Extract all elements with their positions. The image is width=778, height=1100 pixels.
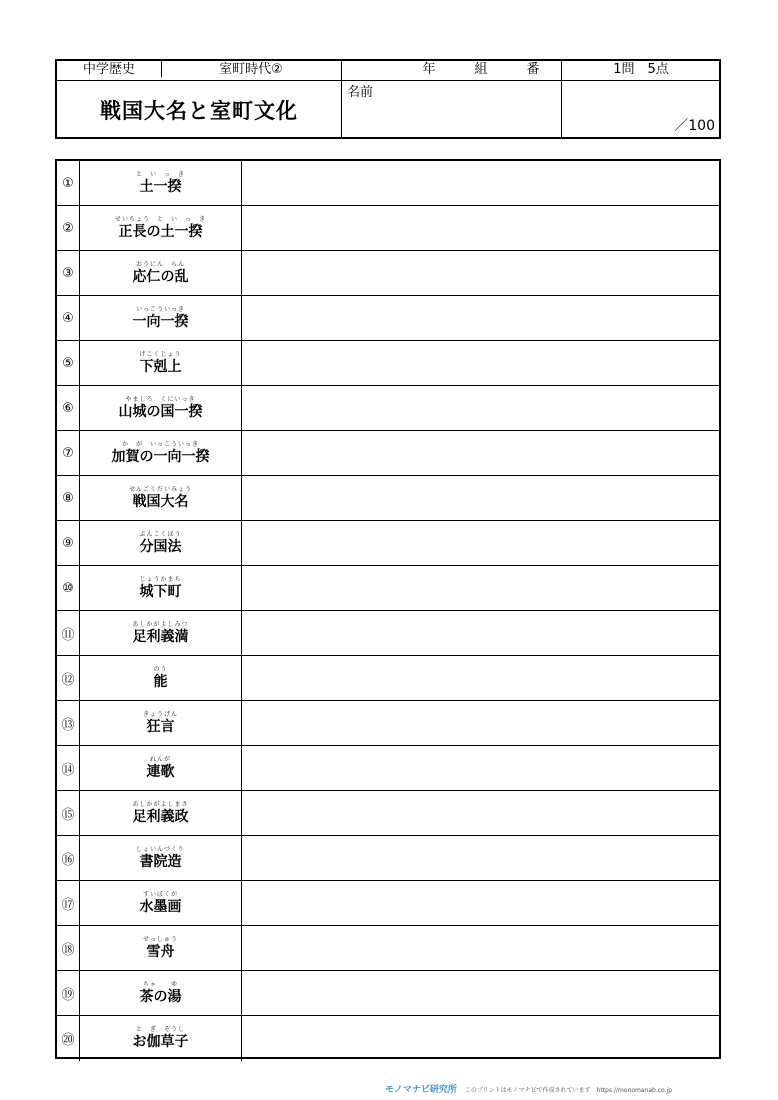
- footer-logo: モノマナビ研究所: [385, 1085, 457, 1095]
- term-text: 足利義政: [132, 808, 189, 825]
- answer-field[interactable]: [242, 206, 719, 250]
- question-number: ⑪: [57, 611, 80, 655]
- footer-text: このプリントはモノマナビで作成されています https://monomanab.co.jp: [464, 1087, 673, 1094]
- answer-field[interactable]: [242, 746, 719, 790]
- term-cell: [80, 476, 242, 520]
- table-row: [57, 476, 719, 521]
- term-cell: [80, 701, 242, 745]
- question-number: ⑳: [57, 1016, 80, 1061]
- question-number: ⑯: [57, 836, 80, 880]
- term-ruby: げこくじょう: [139, 350, 182, 358]
- question-number: ①: [57, 161, 80, 205]
- term-ruby: せんごくだいみょう: [128, 485, 192, 493]
- term-cell: [80, 521, 242, 565]
- answer-field[interactable]: [242, 836, 719, 880]
- term-text: 加賀の一向一揆: [111, 448, 210, 465]
- term-cell: [80, 971, 242, 1015]
- term-cell: [80, 431, 242, 475]
- question-number: ⑥: [57, 386, 80, 430]
- header-col-divider: [161, 61, 162, 77]
- term-ruby: ちゃ ゆ: [142, 980, 178, 988]
- term-text: 茶の湯: [139, 988, 182, 1005]
- unit-label: 室町時代②: [219, 62, 283, 77]
- term-text: 書院造: [139, 853, 182, 870]
- answer-field[interactable]: [242, 251, 719, 295]
- answer-field[interactable]: [242, 431, 719, 475]
- answer-field[interactable]: [242, 296, 719, 340]
- table-row: [57, 521, 719, 566]
- term-cell: [80, 836, 242, 880]
- term-cell: [80, 1016, 242, 1061]
- header-box: [55, 59, 721, 139]
- score-total: ／100: [674, 118, 715, 134]
- term-text: 戦国大名: [132, 493, 189, 510]
- question-number: ⑱: [57, 926, 80, 970]
- question-number: ⑨: [57, 521, 80, 565]
- term-text: 応仁の乱: [132, 268, 189, 285]
- term-ruby: か が いっこういっき: [121, 440, 199, 448]
- question-number: ⑭: [57, 746, 80, 790]
- table-row: [57, 206, 719, 251]
- answer-field[interactable]: [242, 161, 719, 205]
- term-ruby: いっこういっき: [135, 305, 185, 313]
- term-ruby: せっしゅう: [143, 935, 178, 943]
- table-row: [57, 926, 719, 971]
- table-row: [57, 701, 719, 746]
- answer-field[interactable]: [242, 341, 719, 385]
- question-number: ⑫: [57, 656, 80, 700]
- question-number: ⑦: [57, 431, 80, 475]
- class-info-label: 年 組 番: [422, 62, 540, 77]
- term-text: 狂言: [146, 718, 175, 735]
- term-cell: [80, 296, 242, 340]
- table-row: [57, 566, 719, 611]
- answer-field[interactable]: [242, 521, 719, 565]
- term-cell: [80, 161, 242, 205]
- term-text: 下剋上: [139, 358, 182, 375]
- term-text: 城下町: [139, 583, 182, 600]
- term-text: 雪舟: [146, 943, 175, 960]
- question-table: [55, 159, 721, 1059]
- term-ruby: と い っ き: [135, 170, 185, 178]
- answer-field[interactable]: [242, 1016, 719, 1061]
- term-text: 能: [153, 673, 168, 690]
- term-cell: [80, 611, 242, 655]
- answer-field[interactable]: [242, 971, 719, 1015]
- subject-label: 中学歴史: [82, 62, 135, 77]
- term-ruby: のう: [153, 665, 168, 673]
- question-number: ⑰: [57, 881, 80, 925]
- answer-field[interactable]: [242, 611, 719, 655]
- term-cell: [80, 926, 242, 970]
- header-col-divider: [561, 61, 562, 137]
- term-cell: [80, 251, 242, 295]
- term-ruby: と ぎ ぞうし: [135, 1026, 185, 1033]
- answer-field[interactable]: [242, 881, 719, 925]
- answer-field[interactable]: [242, 566, 719, 610]
- term-ruby: れんが: [149, 755, 171, 763]
- table-row: [57, 341, 719, 386]
- term-cell: [80, 386, 242, 430]
- table-row: [57, 656, 719, 701]
- table-row: [57, 836, 719, 881]
- term-ruby: せいちょう と い っ き: [114, 215, 206, 223]
- term-cell: [80, 791, 242, 835]
- term-cell: [80, 341, 242, 385]
- term-ruby: あしかがよしみつ: [132, 620, 189, 628]
- term-text: 連歌: [146, 763, 175, 780]
- term-text: 分国法: [139, 538, 182, 555]
- term-cell: [80, 566, 242, 610]
- term-text: 一向一揆: [132, 313, 189, 330]
- question-number: ④: [57, 296, 80, 340]
- answer-field[interactable]: [242, 701, 719, 745]
- question-number: ⑤: [57, 341, 80, 385]
- table-row: [57, 611, 719, 656]
- term-text: 水墨画: [139, 898, 182, 915]
- question-number: ⑧: [57, 476, 80, 520]
- table-row: [57, 791, 719, 836]
- term-text: お伽草子: [132, 1034, 189, 1050]
- term-text: 正長の土一揆: [118, 223, 203, 240]
- table-row: [57, 971, 719, 1016]
- answer-field[interactable]: [242, 476, 719, 520]
- term-ruby: きょうげん: [142, 710, 178, 718]
- question-number: ⑲: [57, 971, 80, 1015]
- table-row: [57, 1016, 719, 1061]
- name-label: 名前: [347, 85, 374, 100]
- table-row: [57, 431, 719, 476]
- table-row: [57, 161, 719, 206]
- answer-field[interactable]: [242, 656, 719, 700]
- table-row: [57, 296, 719, 341]
- term-cell: [80, 206, 242, 250]
- table-row: [57, 746, 719, 791]
- term-text: 山城の国一揆: [118, 403, 203, 420]
- question-number: ③: [57, 251, 80, 295]
- page-title: 戦国大名と室町文化: [100, 99, 298, 123]
- term-ruby: やましろ くにいっき: [125, 395, 196, 403]
- answer-field[interactable]: [242, 791, 719, 835]
- term-ruby: しょいんづくり: [136, 845, 185, 853]
- term-text: 土一揆: [139, 178, 182, 195]
- term-ruby: あしかがよしまさ: [132, 800, 189, 808]
- table-row: [57, 386, 719, 431]
- question-number: ⑮: [57, 791, 80, 835]
- answer-field[interactable]: [242, 386, 719, 430]
- table-row: [57, 881, 719, 926]
- term-ruby: おうにん らん: [135, 260, 185, 268]
- table-row: [57, 251, 719, 296]
- header-col-divider: [341, 61, 342, 137]
- points-label: 1問 5点: [613, 62, 669, 77]
- question-number: ②: [57, 206, 80, 250]
- term-cell: [80, 881, 242, 925]
- question-number: ⑩: [57, 566, 80, 610]
- term-ruby: じょうかまち: [139, 575, 182, 583]
- footer: [385, 1082, 672, 1095]
- question-number: ⑬: [57, 701, 80, 745]
- term-ruby: すいぼくが: [142, 890, 178, 898]
- term-cell: [80, 656, 242, 700]
- term-text: 足利義満: [132, 628, 189, 645]
- term-ruby: ぶんこくほう: [139, 530, 182, 538]
- answer-field[interactable]: [242, 926, 719, 970]
- term-cell: [80, 746, 242, 790]
